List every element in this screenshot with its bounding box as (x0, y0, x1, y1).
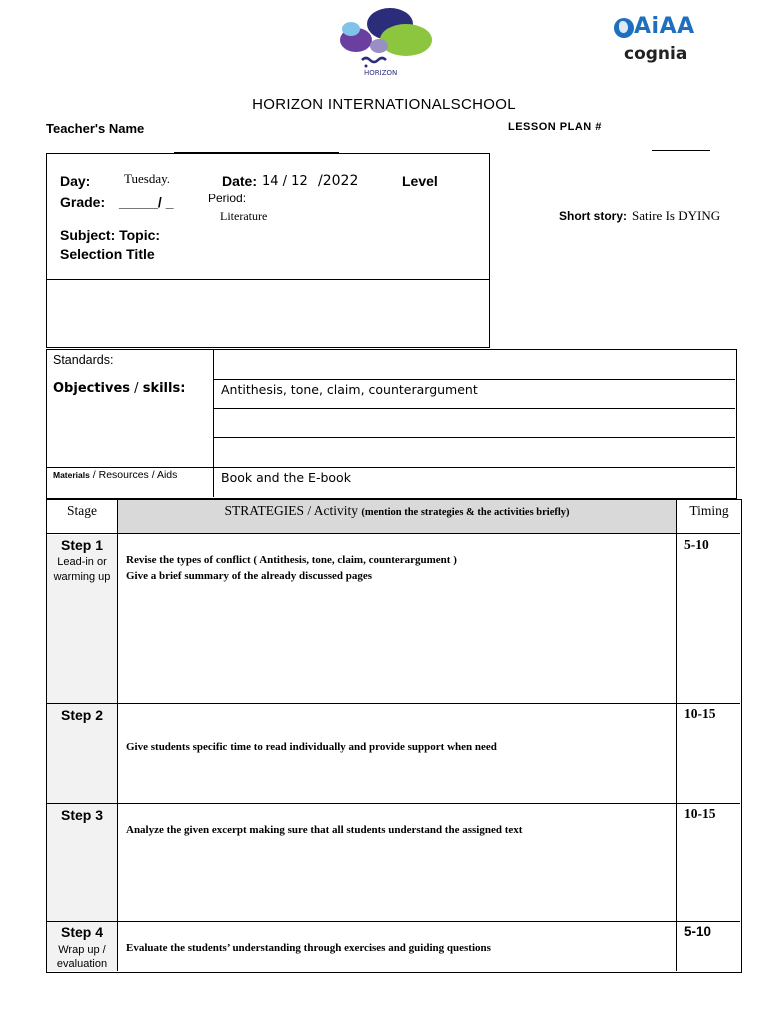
date-year[interactable]: /2022 (318, 173, 359, 189)
table-divider (213, 437, 735, 438)
timing-header: Timing (689, 503, 729, 518)
grade-value[interactable]: _____/ _ (119, 194, 174, 210)
table-divider (213, 408, 735, 409)
table-divider (47, 533, 740, 534)
info-box-divider (46, 279, 490, 280)
selection-title-label: Selection Title (60, 246, 155, 262)
step-4-title: Step 4 (60, 924, 103, 940)
objectives-extra-field[interactable] (221, 411, 731, 435)
materials-label-rest: / Resources / Aids (89, 469, 178, 481)
materials-label (53, 469, 177, 481)
materials-value[interactable]: Book and the E-book (221, 470, 351, 485)
step-1-line-1: Revise the types of conflict ( Antithesis, tone, claim, counterargument ) (126, 554, 457, 566)
objectives-label-bold: Objectives (53, 381, 131, 396)
horizon-logo (334, 6, 434, 80)
lesson-plan-number-field[interactable] (652, 150, 710, 151)
step-4-line-1: Evaluate the students’ understanding through exercises and guiding questions (126, 942, 491, 954)
table-divider (47, 467, 735, 468)
step-1-line-2: Give a brief summary of the already discussed pages (126, 570, 373, 582)
date-label: Date: (222, 173, 258, 189)
short-story-value[interactable]: Satire Is DYING (632, 208, 721, 223)
step-3-line-1: Analyze the given excerpt making sure that all students understand the assigned text (126, 824, 523, 836)
step-2-title: Step 2 (60, 707, 103, 723)
table-divider (213, 350, 214, 497)
subject-topic-label: Subject: Topic: (60, 227, 161, 243)
table-divider (47, 921, 740, 922)
horizon-logo-text: HORIZON (364, 69, 398, 77)
step-4-timing: 5-10 (684, 924, 712, 939)
period-label-clip (208, 194, 268, 202)
objectives-label-sep: / (130, 381, 143, 396)
aiaa-logo-text: AiAA (634, 14, 695, 39)
standards-table (46, 349, 737, 499)
strategies-header-main: STRATEGIES / Activity (224, 503, 358, 518)
strategies-header (118, 503, 676, 519)
strategies-header-note: (mention the strategies & the activities briefly) (361, 507, 570, 518)
date-value[interactable]: 14 / 12 (262, 174, 308, 189)
short-story-label: Short story: (559, 209, 628, 223)
step-3-title: Step 3 (60, 807, 103, 823)
subject-value[interactable]: Literature (220, 209, 268, 223)
step-2-line-1: Give students specific time to read individually and provide support when need (126, 741, 497, 753)
step-2-timing: 10-15 (684, 706, 716, 721)
teacher-name-label: Teacher's Name (46, 121, 145, 136)
table-divider (676, 500, 677, 971)
objectives-label-bold2: skills: (142, 381, 186, 396)
period-label: Period: (208, 194, 247, 202)
day-label: Day: (60, 173, 91, 189)
stage-header: Stage (67, 503, 97, 518)
objectives-label (53, 381, 185, 396)
activity-table (46, 499, 742, 973)
step-1-subtitle: Lead-in or warming up (53, 556, 111, 583)
level-label: Level (402, 173, 438, 189)
table-divider (47, 703, 740, 704)
step-4-subtitle: Wrap up / evaluation (56, 944, 108, 970)
school-name: HORIZON INTERNATIONALSCHOOL (252, 96, 516, 113)
table-divider (47, 803, 740, 804)
materials-label-small: Materials (53, 470, 90, 480)
stage-column-fill (47, 535, 117, 971)
table-divider (213, 379, 735, 380)
table-divider (117, 500, 118, 971)
step-1-timing: 5-10 (684, 537, 709, 552)
accreditation-logos (612, 14, 702, 66)
step-3-timing: 10-15 (684, 806, 716, 821)
day-value[interactable]: Tuesday. (124, 171, 170, 186)
lesson-plan-label: LESSON PLAN # (508, 121, 602, 133)
standards-label: Standards: (53, 353, 114, 367)
objectives-value[interactable]: Antithesis, tone, claim, counterargument (221, 382, 478, 397)
grade-label: Grade: (60, 194, 106, 210)
step-1-title: Step 1 (60, 537, 103, 553)
cognia-logo-text: cognia (624, 44, 688, 64)
objectives-extra-field[interactable] (221, 440, 731, 464)
globe-icon (614, 18, 634, 38)
